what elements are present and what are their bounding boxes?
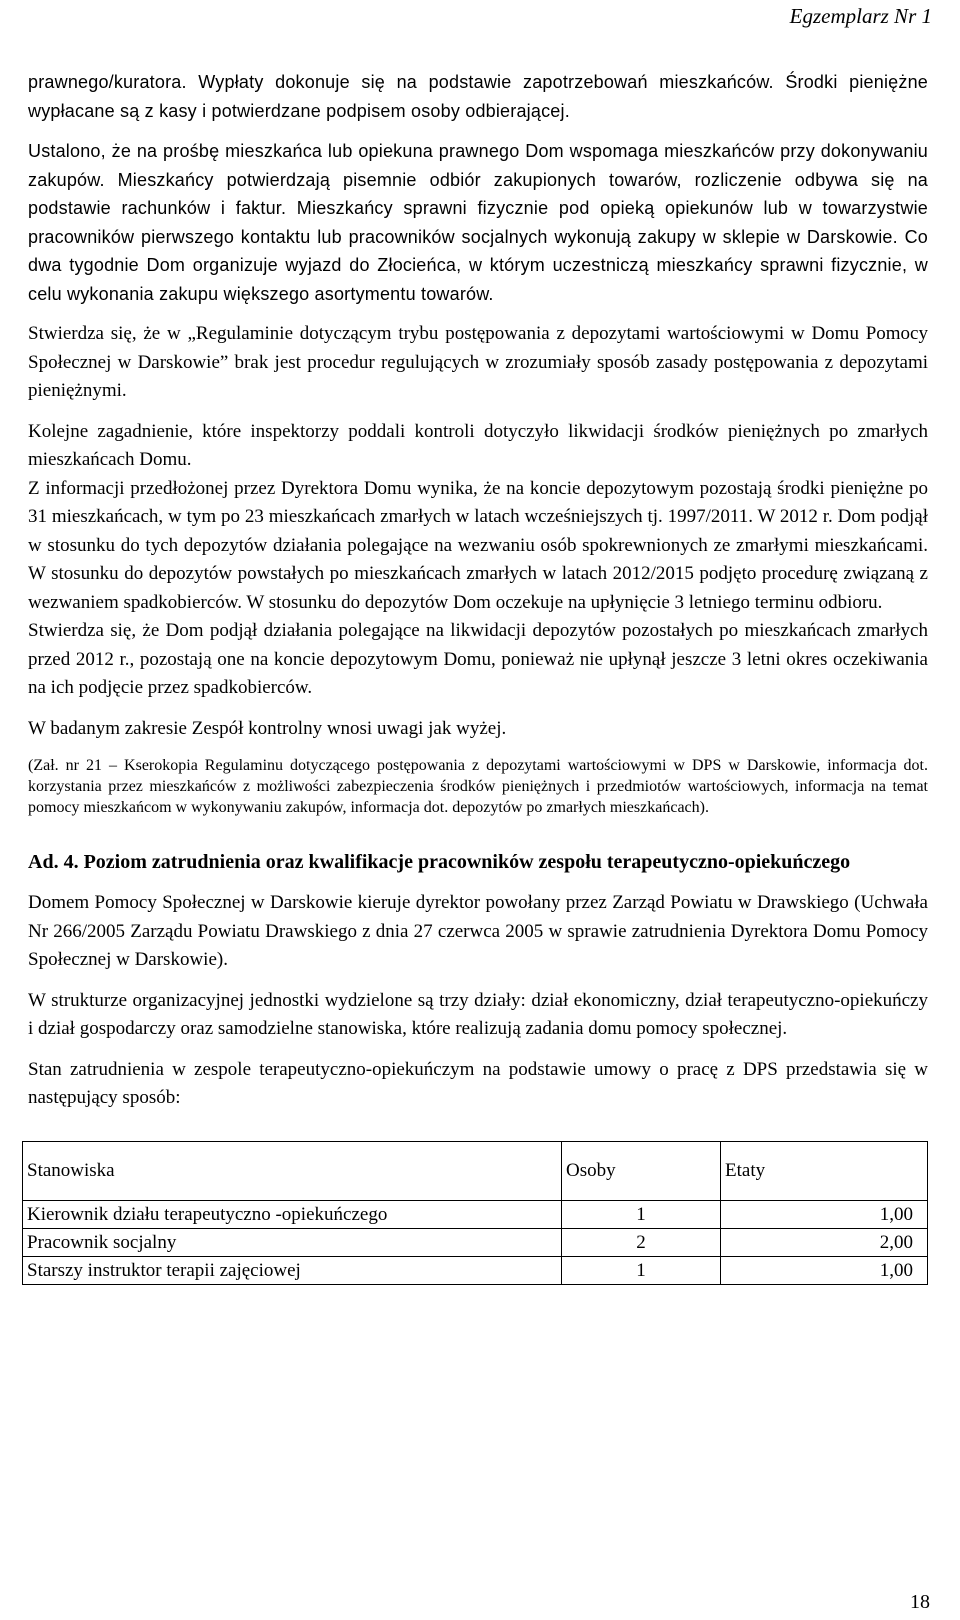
paragraph-regulations-finding: Stwierdza się, że w „Regulaminie dotyczącym trybu postępowania z depozytami wartościowymi w Domu Pomocy Społecznej w Darskowie” brak jest procedur regulujących w zrozumiały sposób zasady postępowania z depozytami pieniężnymi. bbox=[28, 323, 928, 401]
header-cell-position: Stanowiska bbox=[23, 1141, 562, 1200]
table-header-row bbox=[23, 1141, 928, 1200]
cell-persons: 1 bbox=[562, 1256, 721, 1284]
cell-position: Starszy instruktor terapii zajęciowej bbox=[23, 1256, 562, 1284]
paragraph-director: Domem Pomocy Społecznej w Darskowie kieruje dyrektor powołany przez Zarząd Powiatu w Drawskiego (Uchwała Nr 266/2005 Zarządu Powiatu Drawskiego z dnia 27 czerwca 2005 w sprawie zatrudnienia Dyrektora Domu Pomocy Społecznej w Darskowie). bbox=[28, 892, 928, 970]
table-row bbox=[23, 1256, 928, 1284]
paragraph-payouts: prawnego/kuratora. Wypłaty dokonuje się na podstawie zapotrzebowań mieszkańców. Środki pieniężne wypłacane są z kasy i potwierdzane podpisem osoby odbierającej. bbox=[28, 72, 928, 121]
copy-number-label: Egzemplarz Nr 1 bbox=[789, 4, 932, 28]
section-heading: Ad. 4. Poziom zatrudnienia oraz kwalifikacje pracowników zespołu terapeutyczno-opiekuńczego bbox=[28, 851, 851, 873]
table-row bbox=[23, 1200, 928, 1228]
paragraph-employment-intro: Stan zatrudnienia w zespole terapeutyczno-opiekuńczym na podstawie umowy o pracę z DPS przedstawia się w następujący sposób: bbox=[28, 1058, 928, 1108]
document-body bbox=[28, 68, 928, 1285]
cell-fte: 1,00 bbox=[721, 1256, 928, 1284]
header-cell-fte: Etaty bbox=[721, 1141, 928, 1200]
table-row bbox=[23, 1228, 928, 1256]
cell-persons: 1 bbox=[562, 1200, 721, 1228]
attachment-note: (Zał. nr 21 – Kserokopia Regulaminu dotyczącego postępowania z depozytami wartościowymi w DPS w Darskowie, informacja dot. korzystania przez mieszkańców z możliwości zabezpieczenia środków pieniężnych i przedmiotów wartościowych, informacja na temat pomocy mieszkańcom w wykonywaniu zakupów, informacja dot. depozytów po zmarłych mieszkańcach). bbox=[28, 757, 928, 816]
paragraph-shopping: Ustalono, że na prośbę mieszkańca lub opiekuna prawnego Dom wspomaga mieszkańców przy dokonywaniu zakupów. Mieszkańcy potwierdzają pisemnie odbiór zakupionych towarów, rozliczenie odbywa się na podstawie rachunków i faktur. Mieszkańcy sprawni fizycznie pod opieką opiekunów lub w towarzystwie pracowników pierwszego kontaktu lub pracowników socjalnych wykonują zakupy w sklepie w Darskowie. Co dwa tygodnie Dom organizuje wyjazd do Złocieńca, w którym uczestniczą mieszkańcy sprawni fizycznie, w celu wykonania zakupu większego asortymentu towarów. bbox=[28, 141, 928, 304]
cell-persons: 2 bbox=[562, 1228, 721, 1256]
paragraph-structure: W strukturze organizacyjnej jednostki wydzielone są trzy działy: dział ekonomiczny, dział terapeutyczno-opiekuńczy i dział gospodarczy oraz samodzielne stanowiska, które realizują zadania domu pomocy społecznej. bbox=[28, 989, 928, 1039]
paragraph-conclusion: W badanym zakresie Zespół kontrolny wnosi uwagi jak wyżej. bbox=[28, 717, 507, 739]
cell-fte: 1,00 bbox=[721, 1200, 928, 1228]
page-number: 18 bbox=[910, 1591, 930, 1613]
paragraph-liquidation-topic: Kolejne zagadnienie, które inspektorzy poddali kontroli dotyczyło likwidacji środków pieniężnych po zmarłych mieszkańcach Domu. bbox=[28, 420, 928, 470]
paragraph-deposits-finding: Stwierdza się, że Dom podjął działania polegające na likwidacji depozytów pozostałych po mieszkańcach zmarłych przed 2012 r., pozostają one na koncie depozytowym Domu, ponieważ nie upłynął jeszcze 3 letni okres oczekiwania na ich podjęcie przez spadkobierców. bbox=[28, 620, 928, 698]
cell-position: Pracownik socjalny bbox=[23, 1228, 562, 1256]
header-cell-persons: Osoby bbox=[562, 1141, 721, 1200]
paragraph-deposits-info: Z informacji przedłożonej przez Dyrektora Domu wynika, że na koncie depozytowym pozostają środki pieniężne po 31 mieszkańcach, w tym po 23 mieszkańcach zmarłych w latach wcześniejszych tj. 1997/2011. W 2012 r. Dom podjął w stosunku do tych depozytów działania polegające na wezwaniu osób spokrewnionych ze zmarłymi mieszkańcami. W stosunku do depozytów powstałych po mieszkańcach zmarłych w latach 2012/2015 podjęto procedurę związaną z wezwaniem spadkobierców. W stosunku do depozytów Dom oczekuje na upłynięcie 3 letniego terminu odbioru. bbox=[28, 477, 928, 613]
cell-fte: 2,00 bbox=[721, 1228, 928, 1256]
employment-table-wrapper bbox=[28, 1141, 928, 1285]
cell-position: Kierownik działu terapeutyczno -opiekuńczego bbox=[23, 1200, 562, 1228]
employment-table bbox=[22, 1141, 928, 1285]
